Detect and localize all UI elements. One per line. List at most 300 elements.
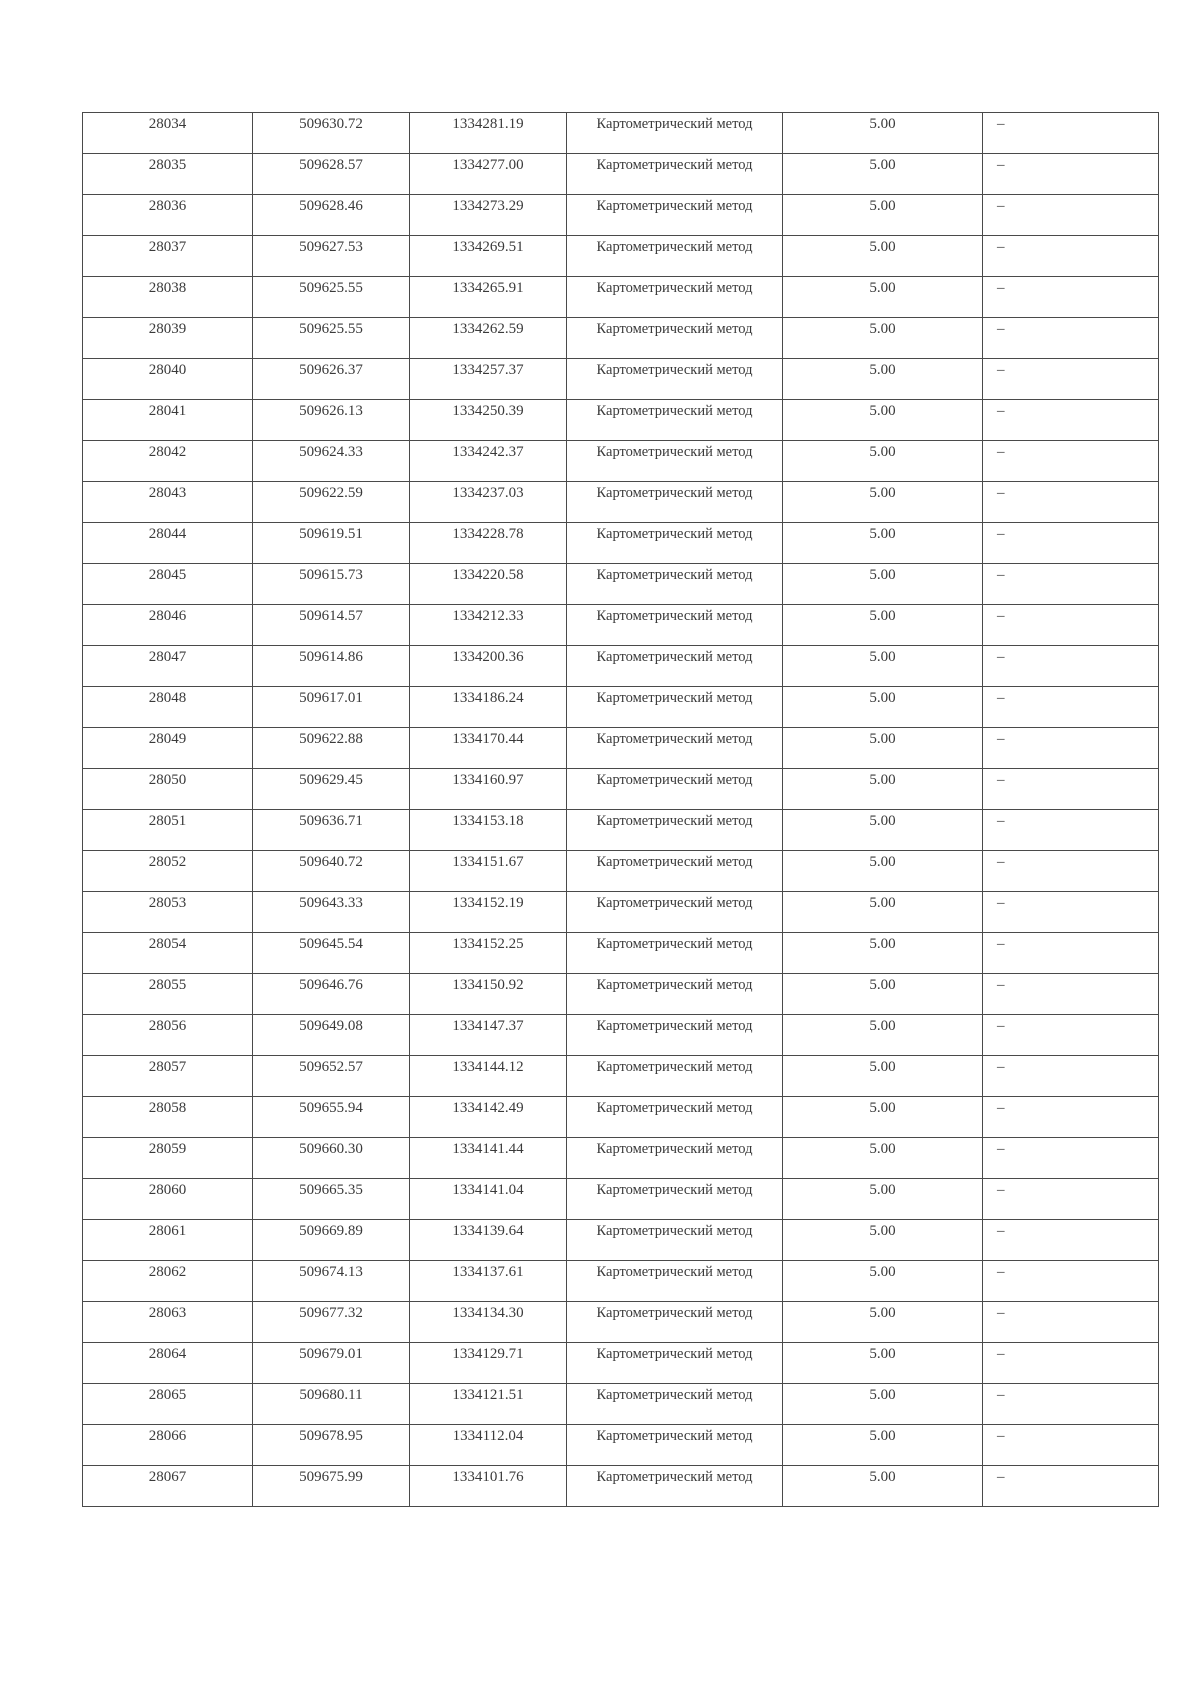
y-coordinate-value: 1334151.67 — [452, 854, 524, 870]
method-value: Картометрический метод — [596, 813, 753, 829]
x-coordinate-value: 509643.33 — [299, 895, 363, 911]
x-coordinate-cell — [253, 933, 410, 974]
table-row — [83, 236, 1159, 277]
x-coordinate-value: 509640.72 — [299, 854, 363, 870]
note-cell — [983, 1138, 1159, 1179]
accuracy-cell — [783, 113, 983, 154]
point-number-value: 28042 — [148, 444, 187, 460]
y-coordinate-value: 1334137.61 — [452, 1264, 524, 1280]
method-cell — [567, 195, 783, 236]
x-coordinate-cell — [253, 359, 410, 400]
accuracy-cell — [783, 400, 983, 441]
note-cell — [983, 1343, 1159, 1384]
y-coordinate-cell — [410, 1138, 567, 1179]
point-number-value: 28062 — [148, 1264, 187, 1280]
note-value: – — [997, 608, 1005, 624]
note-value: – — [997, 116, 1005, 132]
x-coordinate-cell — [253, 1056, 410, 1097]
y-coordinate-cell — [410, 400, 567, 441]
note-cell — [983, 892, 1159, 933]
y-coordinate-cell — [410, 359, 567, 400]
method-cell — [567, 1056, 783, 1097]
accuracy-cell — [783, 441, 983, 482]
table-row — [83, 810, 1159, 851]
x-coordinate-cell — [253, 400, 410, 441]
note-value: – — [997, 1223, 1005, 1239]
note-cell — [983, 236, 1159, 277]
note-value: – — [997, 526, 1005, 542]
x-coordinate-cell — [253, 810, 410, 851]
accuracy-value: 5.00 — [869, 157, 896, 173]
method-value: Картометрический метод — [596, 936, 753, 952]
point-number-value: 28041 — [148, 403, 187, 419]
x-coordinate-cell — [253, 892, 410, 933]
point-number-cell — [83, 1425, 253, 1466]
accuracy-cell — [783, 769, 983, 810]
table-row — [83, 687, 1159, 728]
y-coordinate-cell — [410, 318, 567, 359]
method-cell — [567, 851, 783, 892]
table-row — [83, 1302, 1159, 1343]
method-cell — [567, 113, 783, 154]
note-value: – — [997, 403, 1005, 419]
accuracy-cell — [783, 851, 983, 892]
y-coordinate-value: 1334142.49 — [452, 1100, 524, 1116]
y-coordinate-cell — [410, 1425, 567, 1466]
x-coordinate-cell — [253, 113, 410, 154]
table-row — [83, 1138, 1159, 1179]
method-cell — [567, 400, 783, 441]
note-value: – — [997, 1428, 1005, 1444]
x-coordinate-value: 509646.76 — [299, 977, 363, 993]
y-coordinate-cell — [410, 441, 567, 482]
method-cell — [567, 728, 783, 769]
y-coordinate-cell — [410, 1179, 567, 1220]
accuracy-value: 5.00 — [869, 1264, 896, 1280]
y-coordinate-value: 1334134.30 — [452, 1305, 524, 1321]
accuracy-value: 5.00 — [869, 813, 896, 829]
y-coordinate-cell — [410, 810, 567, 851]
accuracy-value: 5.00 — [869, 1100, 896, 1116]
note-cell — [983, 318, 1159, 359]
method-cell — [567, 154, 783, 195]
y-coordinate-cell — [410, 1384, 567, 1425]
x-coordinate-value: 509619.51 — [299, 526, 363, 542]
y-coordinate-value: 1334112.04 — [452, 1428, 524, 1444]
point-number-cell — [83, 1097, 253, 1138]
method-cell — [567, 1097, 783, 1138]
x-coordinate-value: 509669.89 — [299, 1223, 363, 1239]
note-value: – — [997, 1018, 1005, 1034]
table-body — [83, 113, 1159, 1507]
y-coordinate-cell — [410, 892, 567, 933]
note-cell — [983, 277, 1159, 318]
x-coordinate-cell — [253, 1425, 410, 1466]
point-number-cell — [83, 400, 253, 441]
note-value: – — [997, 1059, 1005, 1075]
accuracy-value: 5.00 — [869, 977, 896, 993]
accuracy-cell — [783, 195, 983, 236]
point-number-cell — [83, 482, 253, 523]
table-row — [83, 1179, 1159, 1220]
y-coordinate-value: 1334250.39 — [452, 403, 524, 419]
y-coordinate-value: 1334228.78 — [452, 526, 524, 542]
point-number-cell — [83, 441, 253, 482]
accuracy-cell — [783, 1179, 983, 1220]
accuracy-cell — [783, 687, 983, 728]
accuracy-cell — [783, 318, 983, 359]
point-number-value: 28040 — [148, 362, 187, 378]
point-number-cell — [83, 195, 253, 236]
note-cell — [983, 1466, 1159, 1507]
point-number-cell — [83, 646, 253, 687]
point-number-value: 28052 — [148, 854, 187, 870]
x-coordinate-value: 509617.01 — [299, 690, 363, 706]
x-coordinate-cell — [253, 154, 410, 195]
point-number-value: 28059 — [148, 1141, 187, 1157]
accuracy-value: 5.00 — [869, 1141, 896, 1157]
accuracy-cell — [783, 236, 983, 277]
method-value: Картометрический метод — [596, 772, 753, 788]
y-coordinate-value: 1334220.58 — [452, 567, 524, 583]
point-number-cell — [83, 236, 253, 277]
y-coordinate-cell — [410, 195, 567, 236]
method-cell — [567, 1179, 783, 1220]
method-cell — [567, 1384, 783, 1425]
x-coordinate-cell — [253, 441, 410, 482]
x-coordinate-cell — [253, 974, 410, 1015]
x-coordinate-value: 509678.95 — [299, 1428, 363, 1444]
x-coordinate-cell — [253, 1138, 410, 1179]
x-coordinate-value: 509660.30 — [299, 1141, 363, 1157]
note-cell — [983, 974, 1159, 1015]
table-row — [83, 1056, 1159, 1097]
x-coordinate-value: 509626.13 — [299, 403, 363, 419]
table-row — [83, 1384, 1159, 1425]
y-coordinate-value: 1334152.19 — [452, 895, 524, 911]
y-coordinate-cell — [410, 1220, 567, 1261]
y-coordinate-value: 1334141.44 — [452, 1141, 524, 1157]
point-number-cell — [83, 1056, 253, 1097]
table-row — [83, 318, 1159, 359]
point-number-value: 28067 — [148, 1469, 187, 1485]
x-coordinate-cell — [253, 1302, 410, 1343]
accuracy-cell — [783, 810, 983, 851]
note-cell — [983, 1015, 1159, 1056]
x-coordinate-value: 509636.71 — [299, 813, 363, 829]
x-coordinate-value: 509615.73 — [299, 567, 363, 583]
y-coordinate-value: 1334237.03 — [452, 485, 524, 501]
point-number-value: 28050 — [148, 772, 187, 788]
x-coordinate-cell — [253, 195, 410, 236]
method-cell — [567, 482, 783, 523]
note-cell — [983, 933, 1159, 974]
accuracy-value: 5.00 — [869, 649, 896, 665]
note-cell — [983, 769, 1159, 810]
y-coordinate-value: 1334273.29 — [452, 198, 524, 214]
accuracy-value: 5.00 — [869, 362, 896, 378]
method-cell — [567, 933, 783, 974]
x-coordinate-value: 509628.46 — [299, 198, 363, 214]
point-number-value: 28053 — [148, 895, 187, 911]
x-coordinate-value: 509624.33 — [299, 444, 363, 460]
point-number-value: 28051 — [148, 813, 187, 829]
point-number-cell — [83, 687, 253, 728]
note-value: – — [997, 198, 1005, 214]
accuracy-cell — [783, 605, 983, 646]
accuracy-cell — [783, 728, 983, 769]
table-row — [83, 113, 1159, 154]
note-value: – — [997, 321, 1005, 337]
point-number-value: 28066 — [148, 1428, 187, 1444]
accuracy-value: 5.00 — [869, 1223, 896, 1239]
point-number-value: 28035 — [148, 157, 187, 173]
accuracy-value: 5.00 — [869, 772, 896, 788]
y-coordinate-cell — [410, 236, 567, 277]
y-coordinate-cell — [410, 933, 567, 974]
point-number-value: 28048 — [148, 690, 187, 706]
accuracy-value: 5.00 — [869, 1387, 896, 1403]
method-value: Картометрический метод — [596, 157, 753, 173]
table-row — [83, 1343, 1159, 1384]
y-coordinate-value: 1334281.19 — [452, 116, 524, 132]
note-value: – — [997, 485, 1005, 501]
point-number-value: 28036 — [148, 198, 187, 214]
table-row — [83, 1425, 1159, 1466]
point-number-cell — [83, 564, 253, 605]
method-cell — [567, 359, 783, 400]
point-number-value: 28063 — [148, 1305, 187, 1321]
note-value: – — [997, 731, 1005, 747]
x-coordinate-value: 509626.37 — [299, 362, 363, 378]
point-number-value: 28065 — [148, 1387, 187, 1403]
point-number-value: 28043 — [148, 485, 187, 501]
y-coordinate-value: 1334150.92 — [452, 977, 524, 993]
y-coordinate-cell — [410, 687, 567, 728]
x-coordinate-value: 509627.53 — [299, 239, 363, 255]
point-number-cell — [83, 359, 253, 400]
note-cell — [983, 441, 1159, 482]
point-number-value: 28039 — [148, 321, 187, 337]
point-number-value: 28044 — [148, 526, 187, 542]
accuracy-value: 5.00 — [869, 936, 896, 952]
table-row — [83, 892, 1159, 933]
point-number-cell — [83, 810, 253, 851]
accuracy-cell — [783, 1261, 983, 1302]
table-row — [83, 400, 1159, 441]
method-value: Картометрический метод — [596, 731, 753, 747]
accuracy-value: 5.00 — [869, 895, 896, 911]
accuracy-cell — [783, 1015, 983, 1056]
y-coordinate-value: 1334153.18 — [452, 813, 524, 829]
method-value: Картометрический метод — [596, 1264, 753, 1280]
y-coordinate-cell — [410, 605, 567, 646]
note-value: – — [997, 1346, 1005, 1362]
note-cell — [983, 113, 1159, 154]
x-coordinate-cell — [253, 1015, 410, 1056]
x-coordinate-value: 509625.55 — [299, 321, 363, 337]
method-value: Картометрический метод — [596, 526, 753, 542]
note-cell — [983, 1097, 1159, 1138]
y-coordinate-cell — [410, 1097, 567, 1138]
method-cell — [567, 236, 783, 277]
method-cell — [567, 1302, 783, 1343]
note-value: – — [997, 854, 1005, 870]
y-coordinate-value: 1334269.51 — [452, 239, 524, 255]
note-value: – — [997, 649, 1005, 665]
table-row — [83, 1220, 1159, 1261]
y-coordinate-cell — [410, 728, 567, 769]
accuracy-cell — [783, 1138, 983, 1179]
x-coordinate-value: 509630.72 — [299, 116, 363, 132]
y-coordinate-cell — [410, 1302, 567, 1343]
accuracy-value: 5.00 — [869, 731, 896, 747]
accuracy-value: 5.00 — [869, 1428, 896, 1444]
point-number-cell — [83, 113, 253, 154]
method-value: Картометрический метод — [596, 977, 753, 993]
method-cell — [567, 1220, 783, 1261]
y-coordinate-value: 1334277.00 — [452, 157, 524, 173]
y-coordinate-value: 1334257.37 — [452, 362, 524, 378]
method-cell — [567, 1015, 783, 1056]
method-value: Картометрический метод — [596, 1469, 753, 1485]
point-number-cell — [83, 277, 253, 318]
method-cell — [567, 523, 783, 564]
y-coordinate-cell — [410, 482, 567, 523]
table-row — [83, 933, 1159, 974]
accuracy-cell — [783, 646, 983, 687]
y-coordinate-cell — [410, 523, 567, 564]
note-value: – — [997, 1182, 1005, 1198]
point-number-cell — [83, 1220, 253, 1261]
method-cell — [567, 974, 783, 1015]
method-value: Картометрический метод — [596, 1018, 753, 1034]
x-coordinate-value: 509675.99 — [299, 1469, 363, 1485]
accuracy-cell — [783, 1220, 983, 1261]
method-cell — [567, 1466, 783, 1507]
accuracy-value: 5.00 — [869, 1346, 896, 1362]
note-value: – — [997, 772, 1005, 788]
point-number-cell — [83, 1302, 253, 1343]
method-cell — [567, 687, 783, 728]
table-row — [83, 974, 1159, 1015]
method-cell — [567, 441, 783, 482]
point-number-value: 28056 — [148, 1018, 187, 1034]
accuracy-cell — [783, 1056, 983, 1097]
method-value: Картометрический метод — [596, 403, 753, 419]
point-number-value: 28049 — [148, 731, 187, 747]
point-number-cell — [83, 523, 253, 564]
point-number-cell — [83, 1138, 253, 1179]
method-value: Картометрический метод — [596, 1387, 753, 1403]
method-value: Картометрический метод — [596, 239, 753, 255]
method-cell — [567, 769, 783, 810]
table-row — [83, 482, 1159, 523]
accuracy-value: 5.00 — [869, 116, 896, 132]
method-value: Картометрический метод — [596, 321, 753, 337]
method-cell — [567, 810, 783, 851]
method-value: Картометрический метод — [596, 1223, 753, 1239]
method-cell — [567, 564, 783, 605]
accuracy-cell — [783, 482, 983, 523]
table-row — [83, 605, 1159, 646]
y-coordinate-cell — [410, 1343, 567, 1384]
y-coordinate-value: 1334101.76 — [452, 1469, 524, 1485]
note-value: – — [997, 239, 1005, 255]
point-number-cell — [83, 728, 253, 769]
accuracy-cell — [783, 892, 983, 933]
point-number-value: 28058 — [148, 1100, 187, 1116]
point-number-cell — [83, 1179, 253, 1220]
point-number-cell — [83, 769, 253, 810]
x-coordinate-cell — [253, 1179, 410, 1220]
accuracy-cell — [783, 154, 983, 195]
point-number-cell — [83, 1261, 253, 1302]
point-number-value: 28047 — [148, 649, 187, 665]
method-value: Картометрический метод — [596, 280, 753, 296]
accuracy-cell — [783, 523, 983, 564]
y-coordinate-value: 1334129.71 — [452, 1346, 524, 1362]
x-coordinate-value: 509628.57 — [299, 157, 363, 173]
accuracy-cell — [783, 933, 983, 974]
note-cell — [983, 728, 1159, 769]
point-number-value: 28060 — [148, 1182, 187, 1198]
y-coordinate-cell — [410, 1466, 567, 1507]
x-coordinate-value: 509625.55 — [299, 280, 363, 296]
x-coordinate-value: 509622.59 — [299, 485, 363, 501]
x-coordinate-cell — [253, 1343, 410, 1384]
method-value: Картометрический метод — [596, 198, 753, 214]
method-cell — [567, 318, 783, 359]
note-cell — [983, 564, 1159, 605]
note-value: – — [997, 1469, 1005, 1485]
method-cell — [567, 277, 783, 318]
method-value: Картометрический метод — [596, 485, 753, 501]
accuracy-cell — [783, 974, 983, 1015]
point-number-cell — [83, 154, 253, 195]
point-number-value: 28054 — [148, 936, 187, 952]
table-row — [83, 1466, 1159, 1507]
point-number-cell — [83, 1466, 253, 1507]
point-number-value: 28038 — [148, 280, 187, 296]
method-value: Картометрический метод — [596, 608, 753, 624]
y-coordinate-value: 1334152.25 — [452, 936, 524, 952]
y-coordinate-cell — [410, 974, 567, 1015]
table-row — [83, 728, 1159, 769]
point-number-cell — [83, 318, 253, 359]
y-coordinate-value: 1334147.37 — [452, 1018, 524, 1034]
note-cell — [983, 646, 1159, 687]
accuracy-value: 5.00 — [869, 198, 896, 214]
x-coordinate-cell — [253, 687, 410, 728]
accuracy-value: 5.00 — [869, 1182, 896, 1198]
table-row — [83, 646, 1159, 687]
x-coordinate-cell — [253, 1220, 410, 1261]
accuracy-cell — [783, 564, 983, 605]
method-value: Картометрический метод — [596, 895, 753, 911]
point-number-value: 28034 — [148, 116, 187, 132]
y-coordinate-cell — [410, 1261, 567, 1302]
method-value: Картометрический метод — [596, 1305, 753, 1321]
table-row — [83, 277, 1159, 318]
x-coordinate-value: 509674.13 — [299, 1264, 363, 1280]
note-value: – — [997, 567, 1005, 583]
method-cell — [567, 605, 783, 646]
table-row — [83, 154, 1159, 195]
note-value: – — [997, 813, 1005, 829]
table-row — [83, 1097, 1159, 1138]
accuracy-value: 5.00 — [869, 854, 896, 870]
